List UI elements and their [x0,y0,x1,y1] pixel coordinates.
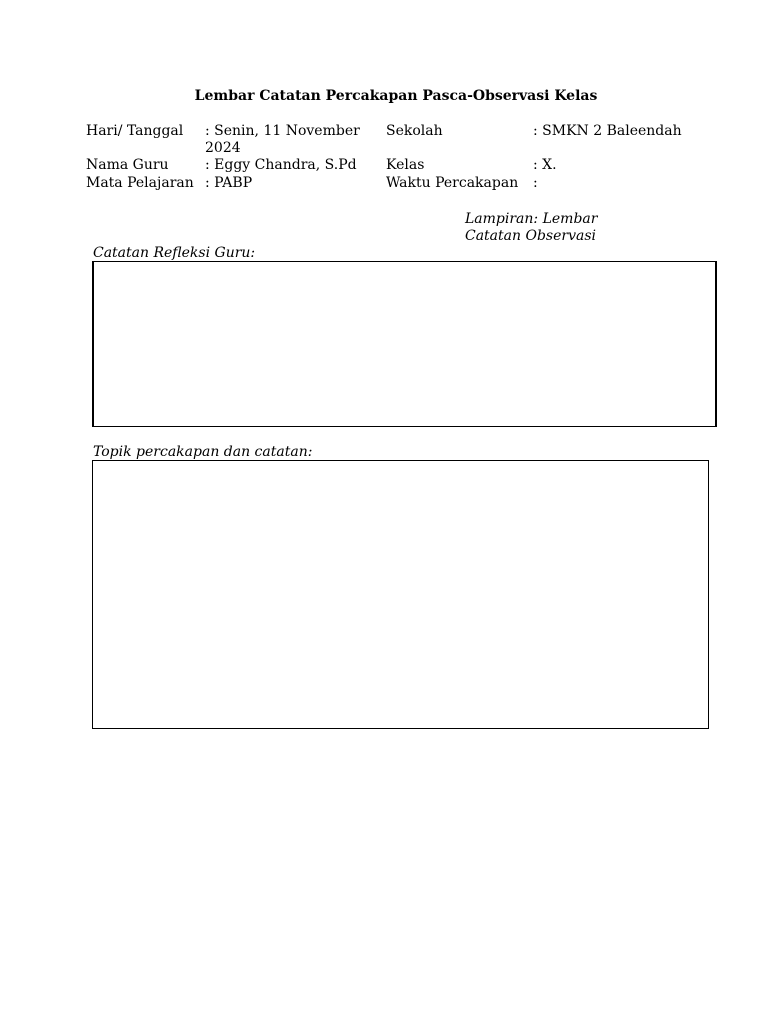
value-waktu-percakapan: : [533,175,538,191]
attachment-note: Lampiran: Lembar Catatan Observasi [465,211,598,244]
value-nama-guru: : Eggy Chandra, S.Pd [205,157,357,173]
document-title: Lembar Catatan Percakapan Pasca-Observasi Kelas [194,88,598,104]
label-nama-guru: Nama Guru [86,157,169,173]
label-mata-pelajaran: Mata Pelajaran [86,175,194,191]
value-sekolah: : SMKN 2 Baleendah [533,123,682,139]
label-hari-tanggal: Hari/ Tanggal [86,123,184,139]
section-label-catatan-refleksi: Catatan Refleksi Guru: [93,245,256,261]
value-mata-pelajaran: : PABP [205,175,253,191]
label-waktu-percakapan: Waktu Percakapan [386,175,519,191]
label-sekolah: Sekolah [386,123,443,139]
value-hari-tanggal: : Senin, 11 November 2024 [205,123,360,156]
catatan-refleksi-box[interactable] [92,261,717,427]
topik-percakapan-box[interactable] [92,460,709,729]
value-kelas: : X. [533,157,557,173]
label-kelas: Kelas [386,157,425,173]
section-label-topik-percakapan: Topik percakapan dan catatan: [93,444,313,460]
